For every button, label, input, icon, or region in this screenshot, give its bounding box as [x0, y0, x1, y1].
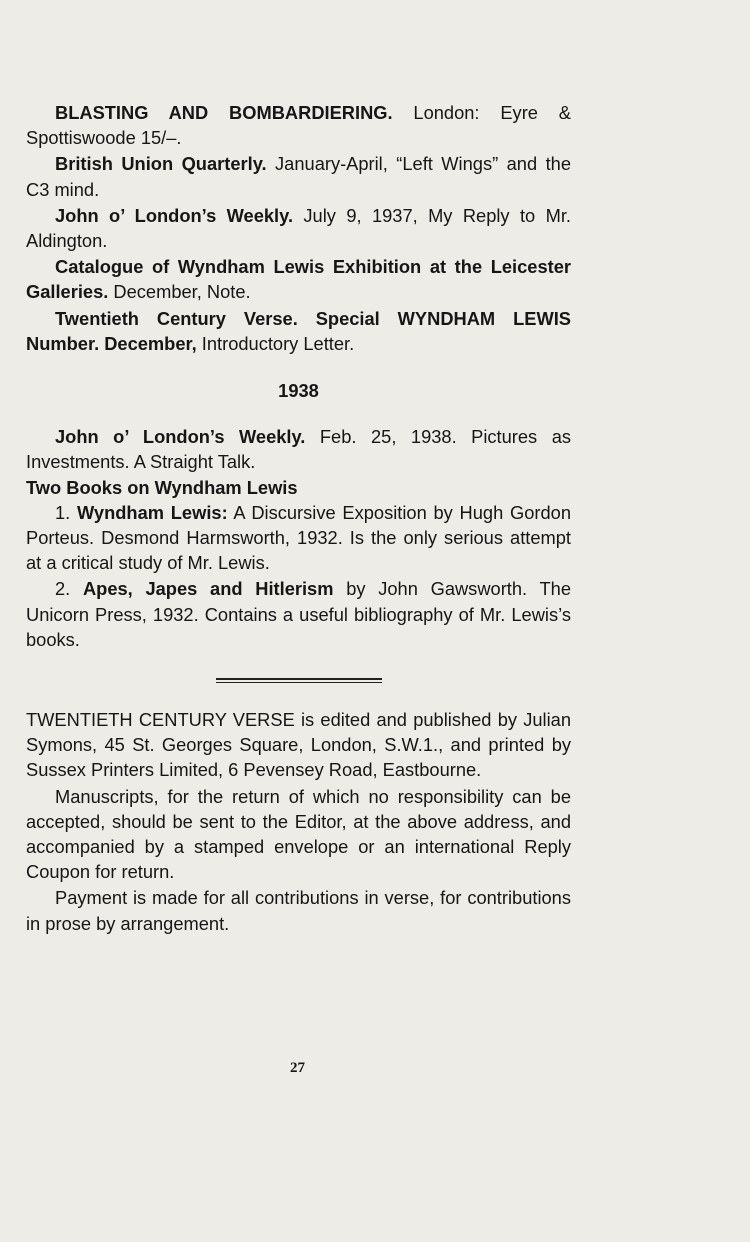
bibliography-entry: John o’ London’s Weekly. Feb. 25, 1938. Pictures as Investments. A Straight Talk.	[26, 426, 572, 473]
colophon	[26, 707, 571, 936]
bibliography-entry: Catalogue of Wyndham Lewis Exhibition at the Leicester Galleries. December, Note.	[26, 256, 571, 303]
colophon-paragraph: Manuscripts, for the return of which no responsibility can be accepted, should be sent to the Editor, at the above address, and accompanied by a stamped envelope or an international Reply Coupon for return.	[26, 785, 571, 883]
bibliography-entry: Twentieth Century Verse. Special WYNDHAM LEWIS Number. December, Introductory Letter.	[26, 307, 571, 354]
page-content	[26, 100, 571, 936]
page-number: 27	[290, 1060, 305, 1076]
book-entry: 2. Apes, Japes and Hitlerism by John Gawsworth. The Unicorn Press, 1932. Contains a useful bibliography of Mr. Lewis’s books.	[26, 578, 571, 650]
bibliography-entry: British Union Quarterly. January-April, “Left Wings” and the C3 mind.	[26, 153, 572, 200]
section-heading: Two Books on Wyndham Lewis	[26, 476, 298, 498]
colophon-paragraph: TWENTIETH CENTURY VERSE is edited and published by Julian Symons, 45 St. Georges Square, London, S.W.1., and printed by Sussex Printers Limited, 6 Pevensey Road, Eastbourne.	[26, 709, 571, 781]
divider-rule	[216, 678, 382, 683]
bibliography-entry: BLASTING AND BOMBARDIERING. London: Eyre & Spottiswoode 15/–.	[26, 102, 571, 149]
colophon-paragraph: Payment is made for all contributions in verse, for contributions in prose by arrangement.	[26, 887, 571, 934]
book-entry: 1. Wyndham Lewis: A Discursive Exposition by Hugh Gordon Porteus. Desmond Harmsworth, 1932. Is the only serious attempt at a critical study of Mr. Lewis.	[26, 501, 571, 574]
bibliography-entry: John o’ London’s Weekly. July 9, 1937, My Reply to Mr. Aldington.	[26, 204, 571, 252]
year-heading: 1938	[278, 380, 319, 402]
